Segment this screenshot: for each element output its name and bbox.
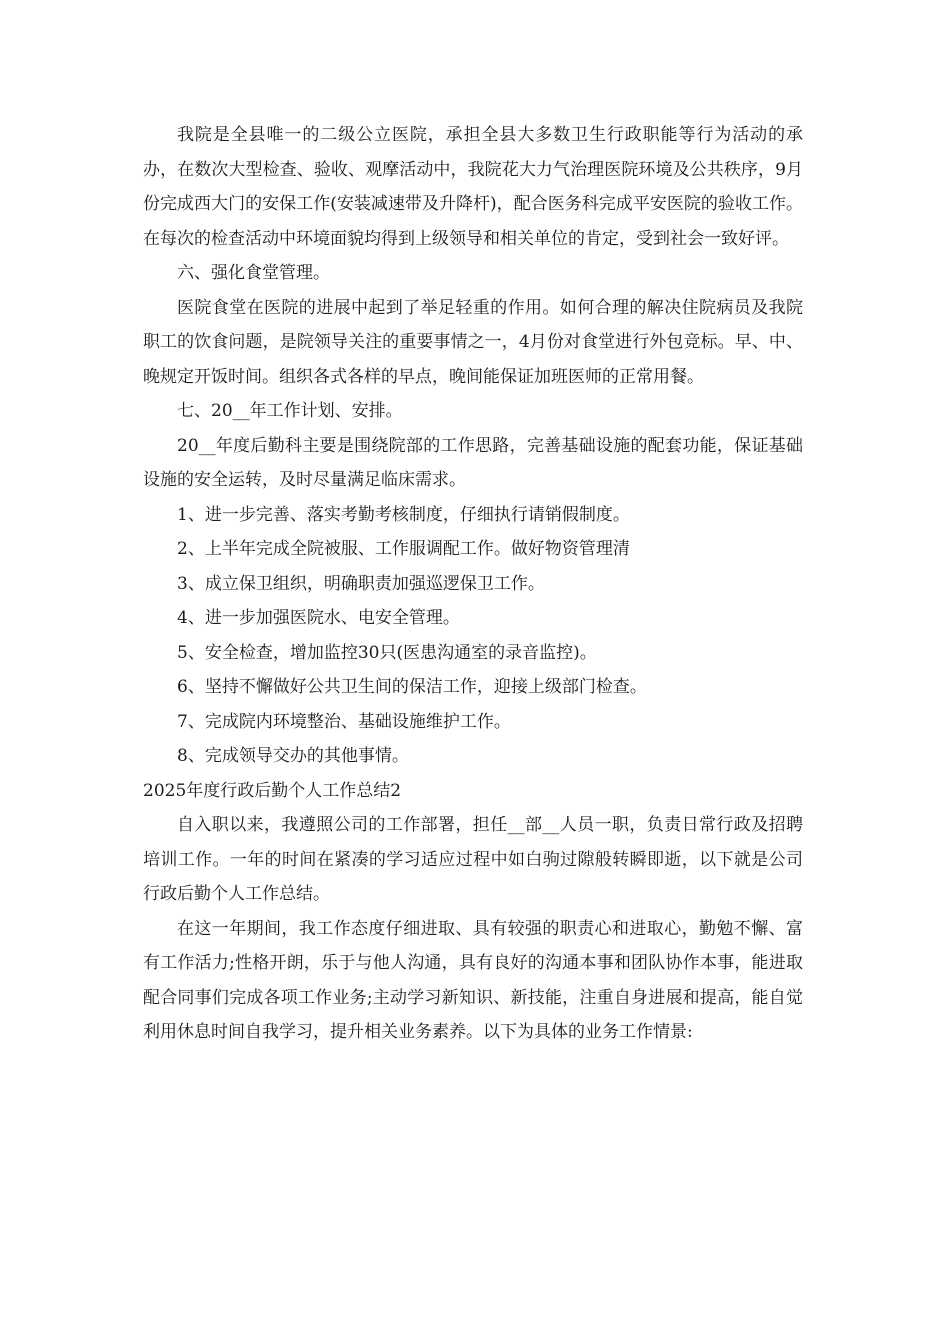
paragraph-summary-attitude: 在这一年期间，我工作态度仔细进取、具有较强的职责心和进取心，勤勉不懈、富有工作活力;性格开朗，乐于与他人沟通，具有良好的沟通本事和团队协作本事，能进取配合同事们完成各项工作业务;主动学习新知识、新技能，注重自身进展和提高，能自觉利用休息时间自我学习，提升相关业务素养。以下为具体的业务工作情景: — [143, 918, 803, 1042]
heading-work-plan: 七、20__年工作计划、安排。 — [177, 401, 403, 421]
list-item-plan-2: 2、上半年完成全院被服、工作服调配工作。做好物资管理清 — [177, 539, 630, 559]
list-item-plan-5: 5、安全检查，增加监控30只(医患沟通室的录音监控)。 — [177, 642, 597, 663]
list-item-plan-7: 7、完成院内环境整治、基础设施维护工作。 — [177, 711, 511, 732]
document-page — [143, 118, 803, 1050]
list-item-plan-6: 6、坚持不懈做好公共卫生间的保洁工作，迎接上级部门检查。 — [177, 677, 647, 697]
list-item-plan-1: 1、进一步完善、落实考勤考核制度，仔细执行请销假制度。 — [177, 504, 630, 525]
heading-canteen-management: 六、强化食堂管理。 — [177, 263, 330, 283]
paragraph-canteen: 医院食堂在医院的进展中起到了举足轻重的作用。如何合理的解决住院病员及我院职工的饮食问题，是院领导关注的重要事情之一，4月份对食堂进行外包竞标。早、中、晚规定开饭时间。组织各式各样的早点，晚间能保证加班医师的正常用餐。 — [143, 297, 803, 387]
paragraph-work-plan-intro: 20__年度后勤科主要是围绕院部的工作思路，完善基础设施的配套功能，保证基础设施的安全运转，及时尽量满足临床需求。 — [143, 435, 803, 490]
list-item-plan-4: 4、进一步加强医院水、电安全管理。 — [177, 608, 460, 628]
paragraph-summary-intro: 自入职以来，我遵照公司的工作部署，担任__部__人员一职，负责日常行政及招聘培训工作。一年的时间在紧凑的学习适应过程中如白驹过隙般转瞬即逝，以下就是公司行政后勤个人工作总结。 — [143, 815, 803, 904]
section-title-summary-2: 2025年度行政后勤个人工作总结2 — [143, 780, 402, 801]
list-item-plan-8: 8、完成领导交办的其他事情。 — [177, 746, 409, 766]
paragraph-hospital-environment: 我院是全县唯一的二级公立医院，承担全县大多数卫生行政职能等行为活动的承办，在数次大型检查、验收、观摩活动中，我院花大力气治理医院环境及公共秩序，9月份完成西大门的安保工作(安装减速带及升降杆)，配合医务科完成平安医院的验收工作。在每次的检查活动中环境面貌均得到上级领导和相关单位的肯定，受到社会一致好评。 — [143, 125, 803, 249]
list-item-plan-3: 3、成立保卫组织，明确职责加强巡逻保卫工作。 — [177, 573, 545, 594]
